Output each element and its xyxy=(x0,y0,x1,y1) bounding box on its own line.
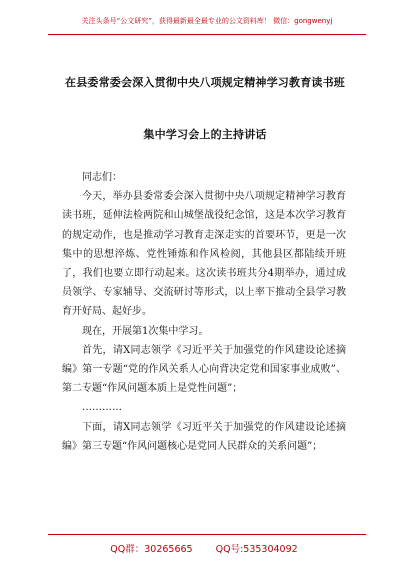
paragraph-next-reading: 下面，请X同志领学《习近平关于加强党的作风建设论述摘编》第三专题“作风问题核心是党同人民群众的关系问题”； xyxy=(62,421,346,452)
footer-contact xyxy=(0,541,408,555)
document-title-line-1: 在县委常委会深入贯彻中央八项规定精神学习教育读书班 xyxy=(65,76,345,89)
document-body xyxy=(62,168,346,456)
paragraph-start: 现在，开展第1次集中学习。 xyxy=(82,325,209,337)
paragraph-first-reading: 首先，请X同志领学《习近平关于加强党的作风建设论述摘编》第一专题“党的作风关系人心向背决定党和国家事业成败”、第二专题“作风问题本质上是党性问题”； xyxy=(62,344,346,395)
document-title-line-2: 集中学习会上的主持讲话 xyxy=(143,128,267,141)
header-notice: 关注头条号“公文研究”，获得最新最全最专业的公文资料库！ 微信：gongwenyj xyxy=(81,17,333,25)
ellipsis-line: ………… xyxy=(82,402,122,414)
salutation: 同志们： xyxy=(82,172,122,183)
footer-qq: QQ号:535304092 xyxy=(215,544,298,555)
header-divider xyxy=(48,34,366,35)
footer-divider xyxy=(48,534,366,535)
paragraph-intro: 今天，举办县委常委会深入贯彻中央八项规定精神学习教育读书班，延伸法检两院和山城堡战役纪念馆，这是本次学习教育的规定动作，也是推动学习教育走深走实的首要环节，更是一次集中的思想淬炼、党性锤炼和作风检阅，其他县区都陆续开班了，我们也要立即行动起来。这次读书班共分4期举办，通过成员领学、专家辅导、交流研讨等形式，以上率下推动全县学习教育开好局、起好步。 xyxy=(62,191,346,318)
footer-qq-group: QQ群：30265665 xyxy=(110,544,193,555)
